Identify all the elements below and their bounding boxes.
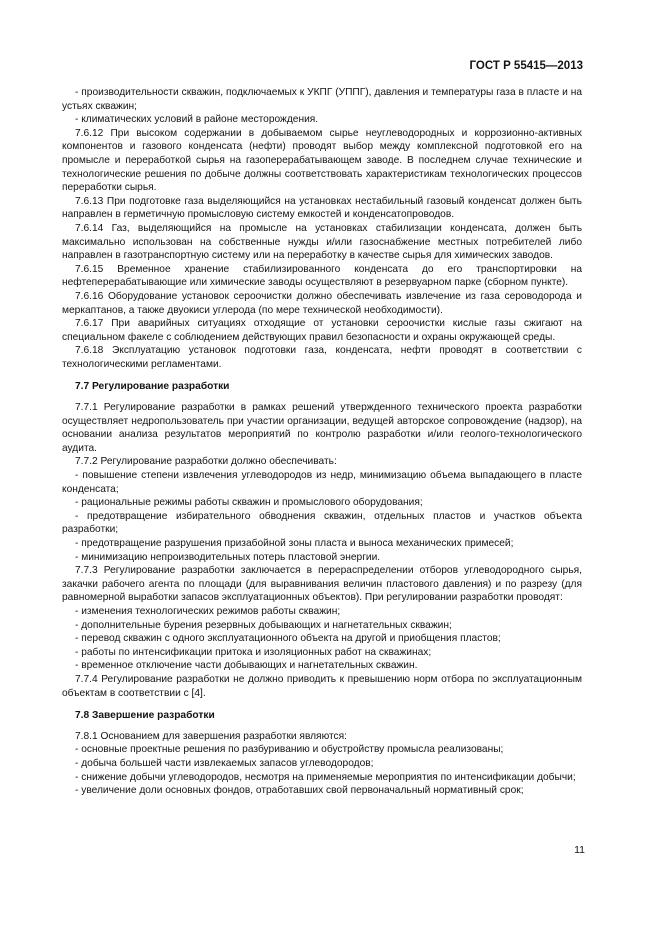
paragraph: - производительности скважин, подключаемых к УКПГ (УППГ), давления и температуры газа в пласте и на устьях скважин; [62,87,582,112]
paragraph: - добыча большей части извлекаемых запасов углеводородов; [75,757,374,769]
paragraph: 7.6.14 Газ, выделяющийся на промысле на установках стабилизации конденсата, должен быть максимально использован на собственные нужды и/или газоснабжение местных потребителей либо направлен в газотранспортную систему или на переработку в качестве сырья для химических заводов. [62,222,582,262]
document-body [62,86,582,798]
paragraph: 7.7.3 Регулирование разработки заключается в перераспределении отборов углеводородного сырья, закачки рабочего агента по площади (для выравнивания величин пластового давления) и по разрезу (для равномерной выработки запасов эксплуатационных объектов). При регулировании разработки проводят: [62,565,582,604]
page-number: 11 [574,844,585,856]
paragraph: - предотвращение разрушения призабойной зоны пласта и выноса механических примесей; [75,538,514,549]
paragraph: - минимизацию непроизводительных потерь пластовой энергии. [75,551,381,563]
paragraph: 7.6.15 Временное хранение стабилизированного конденсата до его транспортировки на нефтеперерабатывающие или химические заводы осуществляют в резервуарном парке (сборном пункте). [62,263,582,289]
section-heading-7-7: 7.7 Регулирование разработки [75,381,230,393]
standard-code-header: ГОСТ Р 55415—2013 [469,60,583,72]
paragraph: - временное отключение части добывающих и нагнетательных скважин. [75,660,418,672]
paragraph: 7.8.1 Основанием для завершения разработки являются: [75,730,347,742]
paragraph: 7.7.2 Регулирование разработки должно обеспечивать: [75,456,337,468]
paragraph: 7.7.4 Регулирование разработки не должно приводить к превышению норм отбора по эксплуатационным объектам в соответствии с [4]. [62,673,582,699]
paragraph: 7.6.13 При подготовке газа выделяющийся на установках нестабильный газовый конденсат должен быть направлен в герметичную промысловую систему емкостей и конденсатопроводов. [62,195,582,221]
paragraph: 7.6.12 При высоком содержании в добываемом сырье неуглеводородных и коррозионно-активных компонентов и газового конденсата (нефти) проводят выбор между комплексной подготовкой его на промысле и переработкой сырья на газоперерабатывающем заводе. В последнем случае технические и технологические решения по добыче должны соответствовать характеристикам технологических процессов переработки сырья. [62,127,582,194]
section-heading-7-8: 7.8 Завершение разработки [75,710,215,722]
paragraph: 7.6.17 При аварийных ситуациях отходящие от установки сероочистки кислые газы сжигают на специальном факеле с соблюдением действующих правил безопасности и охраны окружающей среды. [62,318,582,343]
paragraph: - основные проектные решения по разбуриванию и обустройству промысла реализованы; [75,744,504,756]
paragraph: - повышение степени извлечения углеводородов из недр, минимизацию объема выпадающего в пласте конденсата; [62,470,582,495]
paragraph: - изменения технологических режимов работы скважин; [75,605,341,617]
paragraph: - климатических условий в районе месторождения. [75,114,319,126]
paragraph: - дополнительные бурения резервных добывающих и нагнетательных скважин; [75,619,452,631]
paragraph: - снижение добычи углеводородов, несмотря на применяемые мероприятия по интенсификации добычи; [75,771,576,783]
paragraph: 7.6.18 Эксплуатацию установок подготовки газа, конденсата, нефти проводят в соответствии с технологическими регламентами. [62,345,582,370]
paragraph: 7.6.16 Оборудование установок сероочистки должно обеспечивать извлечение из газа сероводорода и меркаптанов, а также двуокиси углерода (по мере технической необходимости). [62,290,582,316]
paragraph: - увеличение доли основных фондов, отработавших свой первоначальный нормативный срок; [75,785,524,797]
paragraph: - предотвращение избирательного обводнения скважин, отдельных пластов и участков объекта разработки; [62,510,582,536]
paragraph: - рациональные режимы работы скважин и промыслового оборудования; [75,497,423,509]
paragraph: 7.7.1 Регулирование разработки в рамках решений утвержденного технического проекта разработки осуществляет недропользователь при участии организации, ведущей авторское сопровождение (надзор), на основании анализа результатов мероприятий по контролю разработки и/или геолого-технологического аудита. [62,402,582,454]
paragraph: - работы по интенсификации притока и изоляционных работ на скважинах; [75,646,432,658]
paragraph: - перевод скважин с одного эксплуатационного объекта на другой и приобщения пластов; [75,633,501,645]
